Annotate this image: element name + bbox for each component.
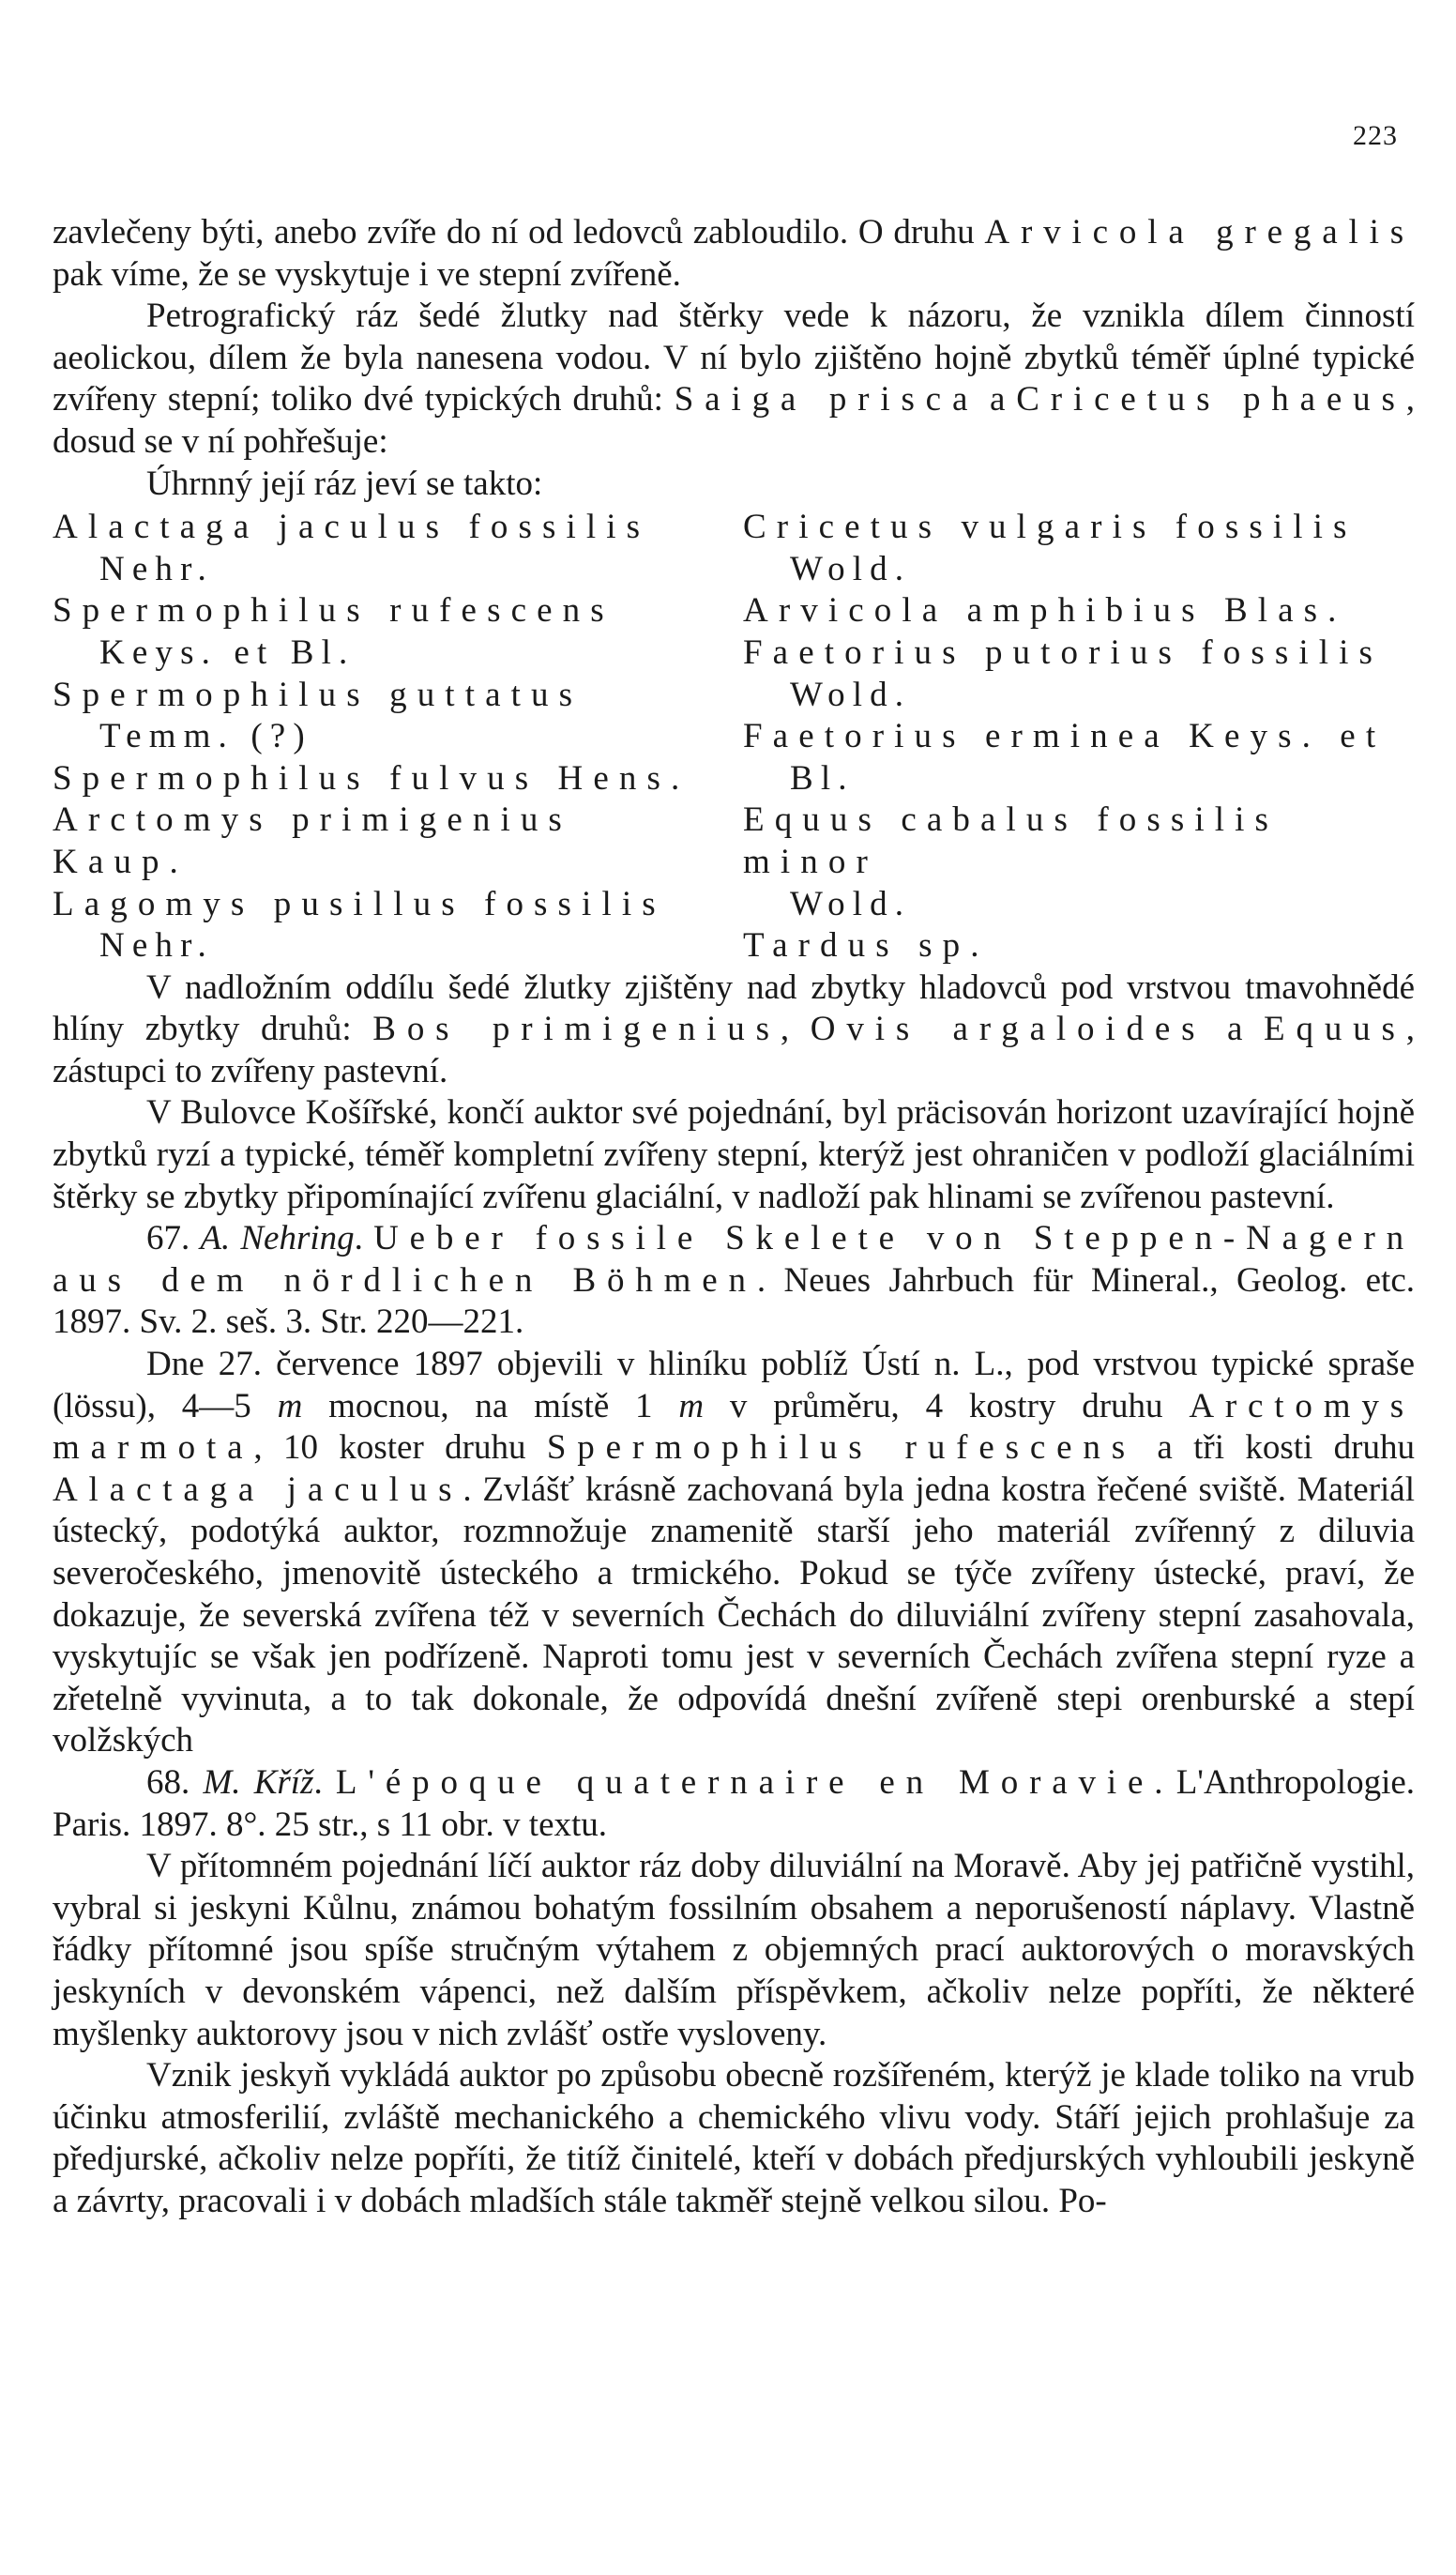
text-run: pak víme, že se vyskytuje i ve stepní zvířeně. — [53, 254, 681, 294]
species-name: Lagomys pusillus fossilis — [53, 884, 666, 923]
species-author: Wold. — [790, 884, 912, 923]
text-run: a — [978, 380, 1017, 419]
text-run: , — [780, 1010, 811, 1049]
page-number: 223 — [1353, 120, 1398, 151]
species-author: Keys. et Bl. — [99, 632, 356, 672]
text-run: V Bulovce Košířské, končí auktor své pojednání, byl präcisován horizont uzavírající hojně zbytků ryzí a typické, téměř kompletní zvířeny stepní, kterýž jest ohraničen v podloží glaciálními štěrky se zbytky připomínající zvířenu glaciální, v nadloží pak hlinami se zvířenou pastevní. — [53, 1093, 1415, 1216]
text-run: . — [313, 1762, 336, 1802]
spaced-taxon-name: L'époque quaternaire en Moravie — [335, 1762, 1155, 1802]
spaced-taxon-name: Spermophilus rufescens — [546, 1428, 1136, 1468]
species-name: Cricetus vulgaris fossilis — [743, 508, 1357, 547]
species-entry — [743, 507, 1415, 549]
species-name: Arctomys primigenius Kaup. — [53, 800, 572, 881]
text-run: Dne 27. července 1897 objevili v hliníku poblíž Ústí n. L., pod vrstvou typické spraše (lössu), 4—5 — [53, 1345, 1415, 1425]
species-name: Arvicola amphibius Blas. — [743, 591, 1347, 631]
text-run: . — [354, 1219, 374, 1258]
reference-67 — [53, 1218, 1415, 1344]
text-run: . L'Anthropologie. Paris. 1897. 8°. 25 str., s 11 obr. v textu. — [53, 1762, 1416, 1844]
text-run: V nadložním oddílu šedé žlutky zjištěny nad zbytky hladovců pod vrstvou tmavohnědé hlíny zbytky druhů: — [53, 968, 1415, 1049]
paragraph-usti-find — [53, 1344, 1415, 1762]
text-run: v průměru, 4 kostry druhu — [704, 1386, 1190, 1425]
text-run: , 10 koster druhu — [253, 1428, 547, 1468]
spaced-taxon-name: Alactaga jaculus — [53, 1470, 463, 1509]
italic-text: m — [678, 1386, 705, 1425]
spaced-taxon-name: Equus — [1264, 1010, 1406, 1049]
text-run: Petrografický ráz šedé žlutky nad štěrky vede k názoru, že vznikla dílem činností aeolickou, dílem že byla nanesena vodou. V ní bylo zjištěno hojně zbytků téměř úplné typické zvířeny stepní; toliko dvé typických druhů: — [53, 297, 1415, 419]
species-name: Faetorius putorius fossilis — [743, 632, 1384, 672]
italic-text: A. Nehring — [200, 1219, 355, 1258]
paragraph-cave-origin — [53, 2055, 1415, 2222]
species-list — [53, 507, 1415, 968]
paragraph-bulovka — [53, 1092, 1415, 1218]
paragraph-petrography — [53, 296, 1415, 463]
species-column-left — [53, 507, 724, 968]
text-run: 67. — [146, 1219, 201, 1258]
text-run: mocnou, na místě 1 — [302, 1386, 679, 1425]
species-column-right — [743, 507, 1415, 968]
spaced-taxon-name: Ovis argaloides — [810, 1010, 1206, 1049]
paragraph-intro — [53, 212, 1415, 296]
species-name: Faetorius erminea Keys. et — [743, 717, 1387, 756]
spaced-taxon-name: Bos primigenius — [372, 1010, 781, 1049]
reference-68 — [53, 1762, 1415, 1846]
text-run: , dosud se v ní pohřešuje: — [53, 380, 1415, 461]
species-name: Alactaga jaculus fossilis — [53, 508, 651, 547]
species-entry — [53, 758, 724, 800]
species-entry — [743, 925, 1415, 968]
spaced-taxon-name: Cricetus phaeus — [1016, 380, 1406, 419]
species-entry — [743, 800, 1415, 883]
text-run: , zástupci to zvířeny pastevní. — [53, 1010, 1415, 1090]
text-run: a tři kosti druhu — [1135, 1428, 1416, 1468]
spaced-taxon-name: Arvicola gregalis — [984, 213, 1416, 251]
species-name: Spermophilus fulvus Hens. — [53, 758, 690, 798]
text-run: 68. — [146, 1762, 204, 1802]
text-run: . Neues Jahrbuch für Mineral., Geolog. etc. 1897. Sv. 2. seš. 3. Str. 220—221. — [53, 1260, 1415, 1342]
species-author: Nehr. — [99, 549, 214, 588]
spaced-taxon-name: Ueber fossile Skelete von Steppen-Nagern aus dem nördlichen Böhmen — [53, 1219, 1416, 1300]
species-entry — [53, 675, 724, 717]
species-entry — [53, 800, 724, 883]
italic-text: m — [277, 1386, 303, 1425]
text-run: Vznik jeskyň vykládá auktor po způsobu obecně rozšířeném, kterýž je klade toliko na vrub účinku atmosferilií, zvláště mechanického a chemického vlivu vody. Stáří jejich prohlašuje za předjurské, ačkoliv nelze popříti, že titíž činitelé, kteří v dobách předjurských vyhloubili jeskyně a závrty, pracovali i v dobách mladších stále takměř stejně velkou silou. Po- — [53, 2056, 1415, 2220]
italic-text: M. Kříž — [203, 1762, 314, 1802]
species-entry — [53, 507, 724, 549]
species-entry — [53, 590, 724, 632]
species-author: Wold. — [790, 675, 912, 714]
species-name: Spermophilus rufescens — [53, 591, 614, 631]
text-run: zavlečeny býti, anebo zvíře do ní od ledovců zabloudilo. O druhu — [53, 213, 985, 251]
spaced-taxon-name: Arctomys marmota — [53, 1386, 1415, 1468]
species-author: Wold. — [790, 549, 912, 588]
species-name: Spermophilus guttatus — [53, 675, 584, 714]
text-run: . Zvlášť krásně zachovaná byla jedna kostra řečené sviště. Materiál ústecký, podotýká auktor, rozmnožuje znamenitě starší jeho materiál zvířenný z diluvia severočeského, jmenovitě ústeckého a trmického. Pokud se týče zvířeny ústecké, praví, že dokazuje, že severská zvířena též v severních Čechách do diluviální zvířeny stepní zasahovala, vyskytujíc se však jen podřízeně. Naproti tomu jest v severních Čechách zvířena stepní ryze a zřetelně vyvinuta, a to tak dokonale, že odpovídá dnešní zvířeně stepi orenburské a stepí volžských — [53, 1470, 1415, 1760]
species-entry — [53, 884, 724, 926]
species-name: Tardus sp. — [743, 926, 990, 966]
species-author: Temm. (?) — [99, 717, 312, 756]
species-list-intro: Úhrnný její ráz jeví se takto: — [146, 464, 543, 503]
species-author: Bl. — [790, 758, 855, 798]
paragraph-kulna-cave — [53, 1846, 1415, 2055]
species-entry — [743, 590, 1415, 632]
species-entry — [743, 716, 1415, 758]
body-text — [53, 212, 1415, 2223]
paragraph-overlying-layer — [53, 968, 1415, 1093]
text-run: V přítomném pojednání líčí auktor ráz doby diluviální na Moravě. Aby jej patřičně vystihl, vybral si jeskyni Kůlnu, známou bohatým fossilním obsahem a neporušeností náplavy. Vlastně řádky přítomné jsou spíše stručným výtahem z objemných prací auktorových o moravských jeskyních v devonském vápenci, než dalším příspěvkem, ačkoliv nelze popříti, že některé myšlenky auktorovy jsou v nich zvlášť ostře vysloveny. — [53, 1847, 1415, 2053]
text-run: a — [1206, 1010, 1265, 1049]
species-author: Nehr. — [99, 926, 214, 966]
spaced-taxon-name: Saiga prisca — [674, 380, 979, 419]
species-entry — [743, 632, 1415, 675]
species-name: Equus cabalus fossilis minor — [743, 800, 1280, 881]
